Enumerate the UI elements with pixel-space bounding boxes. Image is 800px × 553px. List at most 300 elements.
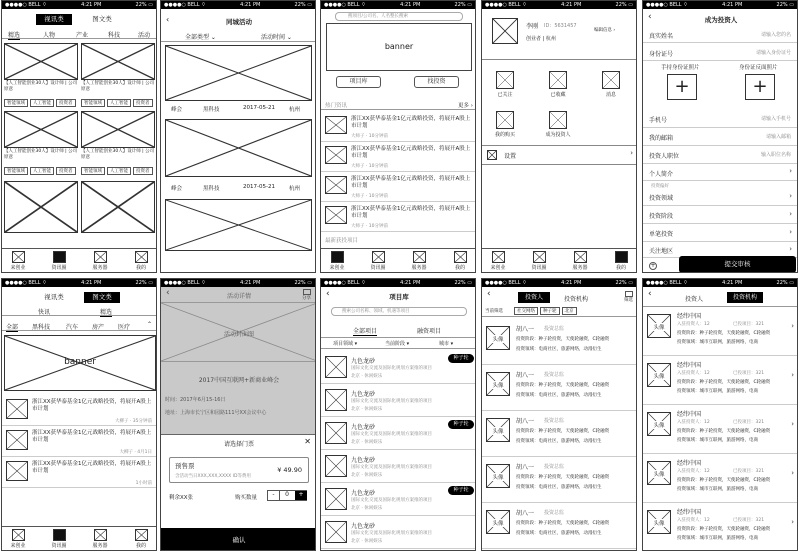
project-item[interactable] [321, 451, 476, 483]
upload-front-button[interactable]: + [667, 74, 697, 100]
news-title: 浙江XX获华泰基金1亿元战略投资，将展开A股上市计划 [32, 461, 152, 474]
current-filter-bar: 当前筛选 社交网络 种子轮 北京 [482, 306, 637, 317]
investor-domain: 投资领域：电商社区，旅游网络，动漫衍生 [516, 531, 602, 536]
tab-startup[interactable]: 来创业 [6, 529, 30, 549]
project-name: 九色龙砂 [351, 457, 376, 464]
tab-article[interactable]: 图文类 [84, 292, 120, 303]
stage-badge: 种子轮 [448, 354, 474, 363]
investor-avatar: 头像 [486, 326, 510, 350]
tab-institutions[interactable]: 投资机构 [564, 296, 589, 303]
status-bar: ●●●●○ BELL ⌔ 4:21 PM 22% ▭ [482, 1, 636, 9]
back-icon[interactable]: ‹ [487, 289, 491, 299]
news-item[interactable] [321, 113, 476, 142]
search-input[interactable]: 搜索公司名称、领域、机遇等项目 [331, 307, 467, 316]
news-title: 浙江XX获华泰基金1亿元战略投资，将展开A股上市计划 [32, 430, 152, 443]
project-location: 北京 · 休闲娱乐 [351, 506, 383, 511]
news-meta: 大师子 · 10分钟前 [351, 164, 389, 169]
card-title[interactable]: 【人工智能创业30人】设计师 | 公司原意 [4, 81, 78, 92]
project-desc: 国际文化交流及国际化规划方案推的项目 [351, 531, 432, 536]
news-item[interactable] [2, 458, 157, 488]
chevron-right-icon: › [791, 420, 794, 428]
investor-stage: 投资阶段：种子轮投资，天使轮融资，C轮融资 [516, 475, 610, 480]
chevron-right-icon: › [791, 371, 794, 379]
submit-button[interactable]: 提交审核 [679, 256, 796, 273]
news-title: 浙江XX获华泰基金1亿元战略投资，将展开A股上市计划 [351, 206, 471, 219]
event-time: 时间：2017年6月15-16日 [165, 397, 226, 403]
news-icon [533, 251, 546, 263]
project-logo [325, 389, 347, 411]
tab-startup[interactable]: 来创业 [486, 251, 510, 271]
screen-institutions [642, 278, 798, 551]
news-title: 浙江XX获华泰基金1亿元战略投资，将展开A股上市计划 [351, 116, 471, 129]
news-meta: 大柳子 · 35分钟前 [114, 419, 152, 424]
tab-news[interactable]: 资讯圈 [366, 251, 390, 271]
institution-investors: 入驻投资人：12 [677, 371, 710, 376]
bottom-tabbar [321, 248, 475, 272]
news-item[interactable] [2, 396, 157, 426]
tag[interactable]: 智能领域 [81, 99, 105, 107]
profile-grid-item[interactable]: 成为投资人 [543, 111, 573, 138]
card-tags [4, 99, 80, 107]
investor-domain: 投资领域：电商社区，旅游网络，动漫衍生 [516, 393, 602, 398]
tab-news[interactable]: 资讯圈 [47, 529, 71, 549]
bottom-tabbar [482, 248, 636, 272]
news-item[interactable] [321, 203, 476, 232]
news-icon [372, 251, 385, 263]
project-item[interactable] [321, 484, 476, 516]
tab-mine[interactable]: 我的 [609, 251, 633, 271]
phone-field[interactable]: 手机号 请输入手机号 [643, 111, 797, 128]
screen-event-detail [160, 278, 316, 551]
ticket-option[interactable]: 预售票 含活动当日XXX,XXX,XXXX ID等费用 ¥ 49.90 [169, 457, 309, 483]
sheet-title: 请选择门票 [223, 441, 254, 448]
category-people[interactable]: 人物 [43, 32, 56, 39]
investor-item[interactable] [482, 320, 637, 365]
institution-projects: 已投项目：321 [733, 518, 765, 523]
find-investment-button[interactable]: 找投资 [414, 76, 459, 88]
category-realestate[interactable]: 房产 [92, 324, 105, 331]
profile-icon [135, 251, 148, 263]
institution-stage: 投资阶段：种子轮投资，天使轮融资，C轮融资 [677, 331, 771, 336]
project-logo [325, 422, 347, 444]
institution-investors: 入驻投资人：12 [677, 420, 710, 425]
profile-grid-item[interactable]: 已收藏 [543, 71, 573, 98]
tab-video[interactable]: 视讯类 [36, 14, 72, 25]
avatar[interactable] [492, 18, 518, 44]
latest-projects-header: 最新获投项目 [325, 238, 359, 244]
card-image[interactable] [4, 111, 78, 148]
screen-local-events: ●●●●○ BELL ⌔ 4:21 PM 22% ▭ ‹ 同城活动 全部类型 ⌄ 活动时间 ⌄ 峰会 黑科技 2017-05-21 杭州 峰会 黑科技 2017-05-21 杭州 [160, 0, 316, 273]
tab-mine[interactable]: 我的 [129, 529, 153, 549]
screen-project-library [320, 278, 476, 551]
back-icon[interactable]: ‹ [166, 15, 170, 24]
status-bar: ●●●●○ BELL ⌔ 4:21 PM 22% ▭ [643, 1, 797, 9]
region-row[interactable]: 关注地区 › [643, 243, 797, 258]
news-meta: 大师子 · 10分钟前 [351, 194, 389, 199]
event-image[interactable] [165, 119, 312, 177]
domain-row[interactable]: 投资领域 › [643, 189, 797, 206]
project-desc: 国际文化交流及国际化规划方案推的项目 [351, 366, 432, 371]
screen-investors [481, 278, 637, 551]
filter-stage[interactable]: 当前阶段 ▾ [385, 341, 410, 347]
filter-tag[interactable]: 种子轮 [540, 307, 560, 315]
category-bar [2, 29, 157, 39]
remaining-count: 剩余XX张 [169, 495, 194, 501]
share-button[interactable]: 分享 [302, 289, 311, 301]
category-auto[interactable]: 汽车 [66, 324, 79, 331]
event-image[interactable] [165, 199, 312, 251]
institution-projects: 已投项目：321 [733, 371, 765, 376]
card-image[interactable] [81, 111, 155, 148]
project-location: 北京 · 休闲娱乐 [351, 473, 383, 478]
tab-all-projects[interactable]: 全部项目 [353, 328, 378, 335]
filter-city[interactable]: 城市 ▾ [439, 341, 454, 347]
news-item[interactable] [321, 173, 476, 202]
back-icon[interactable]: ‹ [326, 289, 330, 299]
card-image[interactable] [81, 43, 155, 80]
investor-avatar: 头像 [486, 372, 510, 396]
grid-icon [602, 71, 620, 89]
screen-startup-home [320, 0, 476, 273]
stage-badge: 种子轮 [448, 420, 474, 429]
news-thumbnail [6, 399, 28, 419]
settings-row[interactable]: 设置 › [482, 145, 637, 165]
category-medical[interactable]: 医疗 [118, 324, 131, 331]
screen-become-investor [642, 0, 798, 273]
search-input[interactable]: 搜项目/公司名、人名整长搜索 [335, 12, 463, 21]
investor-item[interactable] [482, 458, 637, 503]
category-industry[interactable]: 产业 [76, 32, 89, 39]
investor-name: 胡八一 [516, 510, 535, 517]
investor-role: 投资总监 [544, 464, 565, 470]
tab-mine[interactable]: 我的 [448, 251, 472, 271]
project-library-button[interactable]: 项目库 [336, 76, 381, 88]
card-tags [4, 167, 80, 175]
add-icon[interactable]: + [650, 262, 656, 269]
event-cover: 活动封面图 [161, 302, 316, 362]
institution-logo: 头像 [647, 363, 671, 387]
preference-section: 投资偏好 [651, 184, 669, 189]
banner[interactable]: banner [4, 335, 156, 391]
card-image[interactable] [4, 43, 78, 80]
subtab-bar [2, 306, 157, 316]
investor-item[interactable] [482, 412, 637, 457]
tab-investors[interactable]: 投资人 [518, 292, 550, 303]
institution-investors: 入驻投资人：12 [677, 518, 710, 523]
chevron-right-icon: › [630, 149, 633, 157]
news-thumbnail [325, 116, 347, 134]
investor-role: 投资总监 [544, 372, 565, 378]
project-item[interactable] [321, 385, 476, 417]
investor-role: 投资总监 [544, 510, 565, 516]
profile-grid-item[interactable]: 消息 [596, 71, 626, 98]
chevron-right-icon: › [791, 322, 794, 330]
news-title: 浙江XX获华泰基金1亿元战略投资，将展开A股上市计划 [32, 399, 152, 412]
upload-back-button[interactable]: + [745, 74, 775, 100]
news-title: 浙江XX获华泰基金1亿元战略投资，将展开A股上市计划 [351, 146, 471, 159]
bottom-tabbar [2, 526, 156, 550]
institution-projects: 已投项目：321 [733, 420, 765, 425]
filter-type[interactable]: 全部类型 ⌄ [185, 34, 216, 41]
real-name-field[interactable]: 真实姓名 请输入您的名 [643, 27, 797, 43]
project-desc: 国际文化交流及国际化规划方案推的项目 [351, 399, 432, 404]
project-name: 九色龙砂 [351, 424, 376, 431]
tab-investors[interactable]: 投资人 [685, 296, 704, 303]
tag[interactable]: 智能领域 [81, 167, 105, 175]
project-location: 北京 · 休闲娱乐 [351, 440, 383, 445]
institution-item[interactable] [643, 455, 798, 503]
news-thumbnail [325, 146, 347, 164]
investor-name: 胡八一 [516, 464, 535, 471]
tag[interactable]: 人工智能 [107, 99, 131, 107]
filter-tag[interactable]: 北京 [562, 307, 577, 315]
news-title: 浙江XX获华泰基金1亿元战略投资，将展开A股上市计划 [351, 176, 471, 189]
startup-icon [492, 251, 505, 263]
page-title: 成为投资人 [704, 16, 738, 24]
investor-domain: 投资领域：电商社区，旅游网络，动漫衍生 [516, 439, 602, 444]
tag[interactable]: 投资者 [56, 99, 76, 107]
card-title[interactable]: 【人工智能创业30人】设计师 | 公司原意 [4, 149, 78, 160]
card-title[interactable]: 【人工智能创业30人】设计师 | 公司原意 [81, 81, 155, 92]
investor-item[interactable] [482, 504, 637, 549]
status-bar: ●●●●○ BELL ⌔ 4:21 PM 22% ▭ [161, 1, 315, 9]
tab-news[interactable]: 资讯圈 [47, 251, 71, 271]
back-icon[interactable]: ‹ [648, 12, 652, 22]
institution-item[interactable] [643, 406, 798, 454]
tag[interactable]: 投资者 [133, 99, 153, 107]
profile-icon [135, 529, 148, 541]
project-location: 北京 · 休闲娱乐 [351, 407, 383, 412]
email-field[interactable]: 我的邮箱 请输入邮箱 [643, 129, 797, 146]
tag[interactable]: 人工智能 [107, 167, 131, 175]
bio-row[interactable]: 个人简介 › [643, 165, 797, 181]
category-bar [2, 321, 157, 331]
plus-button[interactable]: + [295, 491, 307, 500]
card-image[interactable] [4, 181, 78, 233]
bottom-tabbar [2, 248, 156, 272]
project-location: 北京 · 休闲娱乐 [351, 539, 383, 544]
banner[interactable]: banner [326, 23, 472, 71]
position-field[interactable]: 投资人职位 输入职位名称 [643, 147, 797, 164]
news-meta: 大师子 · 10分钟前 [351, 224, 389, 229]
back-icon[interactable]: ‹ [166, 288, 170, 298]
institution-name: 经纬中国 [677, 313, 702, 320]
filter-bar [161, 30, 316, 42]
tab-services[interactable]: 服务器 [407, 251, 431, 271]
news-thumbnail [6, 461, 28, 481]
event-name: 2017中国互联网+新商业峰会 [198, 377, 280, 384]
edit-info-link[interactable]: 编辑信息 › [594, 28, 616, 33]
project-item[interactable] [321, 517, 476, 549]
tag[interactable]: 人工智能 [30, 99, 54, 107]
tab-article[interactable]: 图文类 [92, 15, 112, 23]
chevron-right-icon: › [791, 518, 794, 526]
card-tags [81, 99, 157, 107]
investor-stage: 投资阶段：种子轮投资，天使轮融资，C轮融资 [516, 429, 610, 434]
project-item[interactable] [321, 418, 476, 450]
services-icon [94, 251, 107, 263]
project-location: 北京 · 休闲娱乐 [351, 374, 383, 379]
profile-grid-item[interactable]: 我的购买 [490, 111, 520, 138]
chevron-up-icon[interactable]: ⌃ [147, 321, 153, 328]
card-title[interactable]: 【人工智能创业30人】设计师 | 公司原意 [81, 149, 155, 160]
status-bar: ●●●●○ BELL ⌔ 4:21 PM 22% ▭ [2, 279, 156, 287]
tab-institutions[interactable]: 投资机构 [727, 292, 763, 303]
filter-time[interactable]: 活动时间 ⌄ [261, 34, 292, 41]
project-name: 九色龙砂 [351, 523, 376, 530]
institution-domain: 投资领域：城市互联网，旅游网络，电商 [677, 536, 758, 541]
institution-investors: 入驻投资人：12 [677, 322, 710, 327]
institution-stage: 投资阶段：种子轮投资，天使轮融资，C轮融资 [677, 380, 771, 385]
status-bar: ●●●●○ BELL ⌔ 4:21 PM 22% ▭ [321, 1, 475, 9]
confirm-button[interactable]: 确认 [161, 528, 316, 551]
tag[interactable]: 智能领域 [4, 167, 28, 175]
investor-avatar: 头像 [486, 510, 510, 534]
subtab-featured[interactable]: 精选 [100, 309, 113, 316]
photo-back-label: 身份证反面照片 [739, 65, 778, 71]
screen-article-home [1, 278, 157, 551]
investor-avatar: 头像 [486, 418, 510, 442]
investor-stage: 投资阶段：种子轮投资，天使轮融资，C轮融资 [516, 337, 610, 342]
filter-tag[interactable]: 社交网络 [514, 307, 538, 315]
profile-grid-item[interactable]: 已关注 [490, 71, 520, 98]
project-desc: 国际文化交流及国际化规划方案推的项目 [351, 465, 432, 470]
event-address: 地址：上海市长宁区和园路111号XX会议中心 [165, 410, 267, 416]
event-image[interactable] [165, 45, 312, 101]
institution-logo: 头像 [647, 314, 671, 338]
category-events[interactable]: 活动 [138, 32, 151, 39]
minus-button[interactable]: - [268, 491, 280, 500]
project-desc: 国际文化交流及国际化规划方案推的项目 [351, 432, 432, 437]
institution-stage: 投资阶段：种子轮投资，天使轮融资，C轮融资 [677, 527, 771, 532]
tag[interactable]: 人工智能 [30, 167, 54, 175]
institution-stage: 投资阶段：种子轮投资，天使轮融资，C轮融资 [677, 478, 771, 483]
services-icon [94, 529, 107, 541]
category-blacktech[interactable]: 黑科技 [32, 324, 51, 331]
services-icon [574, 251, 587, 263]
project-logo [325, 488, 347, 510]
profile-icon [454, 251, 467, 263]
ticket-sheet [161, 434, 316, 551]
grid-icon [496, 71, 514, 89]
grid-icon [549, 111, 567, 129]
investor-name: 胡八一 [516, 418, 535, 425]
project-item[interactable] [321, 352, 476, 384]
category-tech[interactable]: 科技 [108, 32, 121, 39]
status-bar: ●●●●○ BELL ⌔ 4:21 PM 22% ▭ [2, 1, 156, 9]
screen-my-profile [481, 0, 637, 273]
filter-bar [321, 337, 476, 349]
institution-item[interactable] [643, 308, 798, 356]
page-title: 活动详情 [226, 293, 251, 300]
news-meta: 大柳子 · 4月1日 [119, 450, 152, 455]
institution-item[interactable] [643, 357, 798, 405]
institution-name: 经纬中国 [677, 460, 702, 467]
amount-row[interactable]: 单笔投资 › [643, 225, 797, 242]
quantity-stepper[interactable]: - 0 + [267, 490, 307, 501]
project-logo [325, 356, 347, 378]
status-bar: ●●●●○ BELL ⌔ 4:21 PM 22% ▭ [643, 279, 797, 287]
institution-name: 经纬中国 [677, 509, 702, 516]
institution-domain: 投资领域：城市互联网，旅游网络，电商 [677, 487, 758, 492]
back-icon[interactable]: ‹ [648, 289, 652, 299]
institution-name: 经纬中国 [677, 411, 702, 418]
filter-domain[interactable]: 项目领域 ▾ [333, 341, 358, 347]
photo-front-label: 手持身份证照片 [661, 65, 700, 71]
institution-investors: 入驻投资人：12 [677, 469, 710, 474]
tab-services[interactable]: 服务器 [88, 529, 112, 549]
project-desc: 国际文化交流及国际化规划方案推的项目 [351, 498, 432, 503]
id-number-field[interactable]: 身份证号 请输入身份证号 [643, 45, 797, 61]
page-title: 项目库 [389, 293, 409, 301]
investor-stage: 投资阶段：种子轮投资，天使轮融资，C轮融资 [516, 383, 610, 388]
tab-startup[interactable]: 来创业 [6, 251, 30, 271]
institution-domain: 投资领域：城市互联网，旅游网络，电商 [677, 389, 758, 394]
category-featured[interactable]: 精选 [8, 32, 21, 39]
subtab-flash[interactable]: 快讯 [38, 309, 51, 316]
institution-logo: 头像 [647, 510, 671, 534]
investor-role: 投资总监 [544, 418, 565, 424]
institution-logo: 头像 [647, 412, 671, 436]
user-name: 李刚 [526, 23, 539, 30]
startup-icon [12, 251, 25, 263]
stage-row[interactable]: 投资阶段 › [643, 207, 797, 224]
screen-video-home [1, 0, 157, 273]
category-all[interactable]: 全部 [6, 324, 19, 331]
tab-news[interactable]: 资讯圈 [527, 251, 551, 271]
news-meta: 1小时前 [135, 481, 152, 486]
tag[interactable]: 投资者 [133, 167, 153, 175]
project-name: 九色龙砂 [351, 490, 376, 497]
news-thumbnail [325, 206, 347, 224]
institution-projects: 已投项目：321 [733, 322, 765, 327]
institution-item[interactable] [643, 504, 798, 551]
news-item[interactable] [321, 143, 476, 172]
tab-mine[interactable]: 我的 [129, 251, 153, 271]
institution-stage: 投资阶段：种子轮投资，天使轮融资，C轮融资 [677, 429, 771, 434]
project-name: 九色龙砂 [351, 358, 376, 365]
more-link[interactable]: 更多 › [458, 103, 473, 109]
filter-button[interactable]: 筛选 [624, 291, 633, 303]
institution-domain: 投资领域：城市互联网，旅游网络，电商 [677, 438, 758, 443]
tab-funding-projects[interactable]: 融资项目 [417, 328, 442, 335]
close-icon[interactable]: ✕ [304, 437, 311, 446]
card-tags [81, 167, 157, 175]
chevron-right-icon: › [791, 469, 794, 477]
tab-services[interactable]: 服务器 [568, 251, 592, 271]
services-icon [413, 251, 426, 263]
tab-video[interactable]: 视讯类 [44, 293, 64, 301]
profile-icon [615, 251, 628, 263]
investor-role: 投资总监 [544, 326, 565, 332]
user-role-city: 创业者 | 杭州 [526, 36, 556, 42]
project-name: 九色龙砂 [351, 391, 376, 398]
institution-projects: 已投项目：321 [733, 469, 765, 474]
news-meta: 大师子 · 10分钟前 [351, 134, 389, 139]
tab-services[interactable]: 服务器 [88, 251, 112, 271]
settings-icon [487, 150, 497, 160]
investor-item[interactable] [482, 366, 637, 411]
institution-domain: 投资领域：城市互联网，旅游网络，电商 [677, 340, 758, 345]
news-item[interactable] [2, 427, 157, 457]
news-thumbnail [6, 430, 28, 450]
tab-startup[interactable]: 来创业 [325, 251, 349, 271]
tag[interactable]: 智能领域 [4, 99, 28, 107]
institution-name: 经纬中国 [677, 362, 702, 369]
card-image[interactable] [81, 181, 155, 233]
status-bar: ●●●●○ BELL ⌔ 4:21 PM 22% ▭ [482, 279, 636, 287]
tag[interactable]: 投资者 [56, 167, 76, 175]
